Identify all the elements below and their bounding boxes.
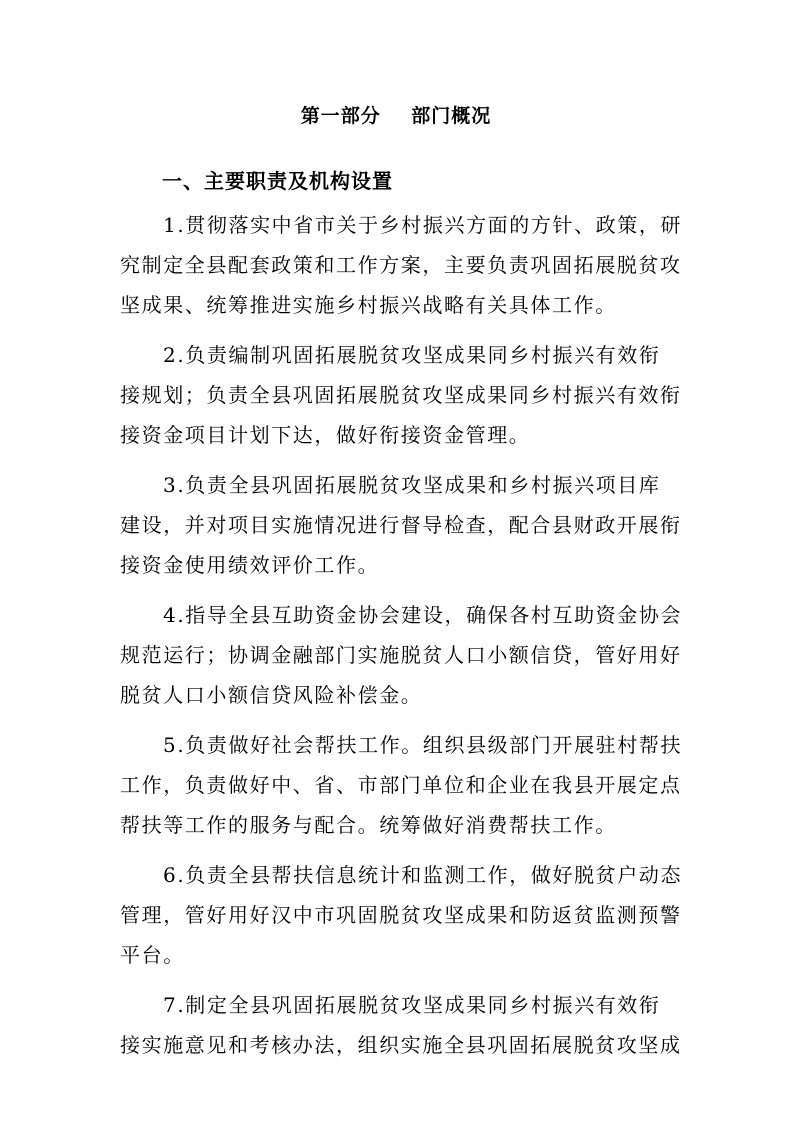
text-line: 1.贯彻落实中省市关于乡村振兴方面的方针、政策，研 bbox=[163, 213, 683, 237]
paragraph-2 bbox=[120, 335, 680, 455]
text-line: 接资金项目计划下达，做好衔接资金管理。 bbox=[120, 423, 531, 447]
text-line: 脱贫人口小额信贷风险补偿金。 bbox=[120, 683, 423, 707]
text-line: 坚成果、统筹推进实施乡村振兴战略有关具体工作。 bbox=[120, 293, 617, 317]
text-line: 接实施意见和考核办法，组织实施全县巩固拓展脱贫攻坚成 bbox=[120, 1033, 682, 1057]
document-body bbox=[120, 205, 683, 1075]
text-line: 工作，负责做好中、省、市部门单位和企业在我县开展定点 bbox=[120, 773, 682, 797]
text-line: 5.负责做好社会帮扶工作。组织县级部门开展驻村帮扶 bbox=[163, 733, 683, 757]
text-line: 平台。 bbox=[120, 943, 185, 967]
paragraph-7 bbox=[120, 985, 680, 1065]
paragraph-6 bbox=[120, 855, 683, 975]
text-line: 究制定全县配套政策和工作方案，主要负责巩固拓展脱贫攻 bbox=[120, 253, 682, 277]
text-line: 7.制定全县巩固拓展脱贫攻坚成果同乡村振兴有效衔 bbox=[163, 993, 661, 1017]
text-line: 帮扶等工作的服务与配合。统筹做好消费帮扶工作。 bbox=[120, 813, 617, 837]
text-line: 规范运行；协调金融部门实施脱贫人口小额信贷，管好用好 bbox=[120, 643, 682, 667]
section-heading: 一、主要职责及机构设置 bbox=[162, 169, 393, 193]
text-line: 3.负责全县巩固拓展脱贫攻坚成果和乡村振兴项目库 bbox=[163, 473, 661, 497]
paragraph-1 bbox=[120, 205, 683, 325]
text-line: 管理，管好用好汉中市巩固脱贫攻坚成果和防返贫监测预警 bbox=[120, 903, 682, 927]
text-line: 6.负责全县帮扶信息统计和监测工作，做好脱贫户动态 bbox=[163, 863, 683, 887]
paragraph-4 bbox=[120, 595, 683, 715]
text-line: 接资金使用绩效评价工作。 bbox=[120, 553, 380, 577]
text-line: 2.负责编制巩固拓展脱贫攻坚成果同乡村振兴有效衔 bbox=[163, 343, 661, 367]
paragraph-3 bbox=[120, 465, 680, 585]
text-line: 接规划；负责全县巩固拓展脱贫攻坚成果同乡村振兴有效衔 bbox=[120, 383, 682, 407]
text-line: 4.指导全县互助资金协会建设，确保各村互助资金协会 bbox=[163, 603, 683, 627]
page-title: 第一部分 部门概况 bbox=[300, 105, 492, 127]
text-line: 建设，并对项目实施情况进行督导检查，配合县财政开展衔 bbox=[120, 513, 682, 537]
paragraph-5 bbox=[120, 725, 683, 845]
